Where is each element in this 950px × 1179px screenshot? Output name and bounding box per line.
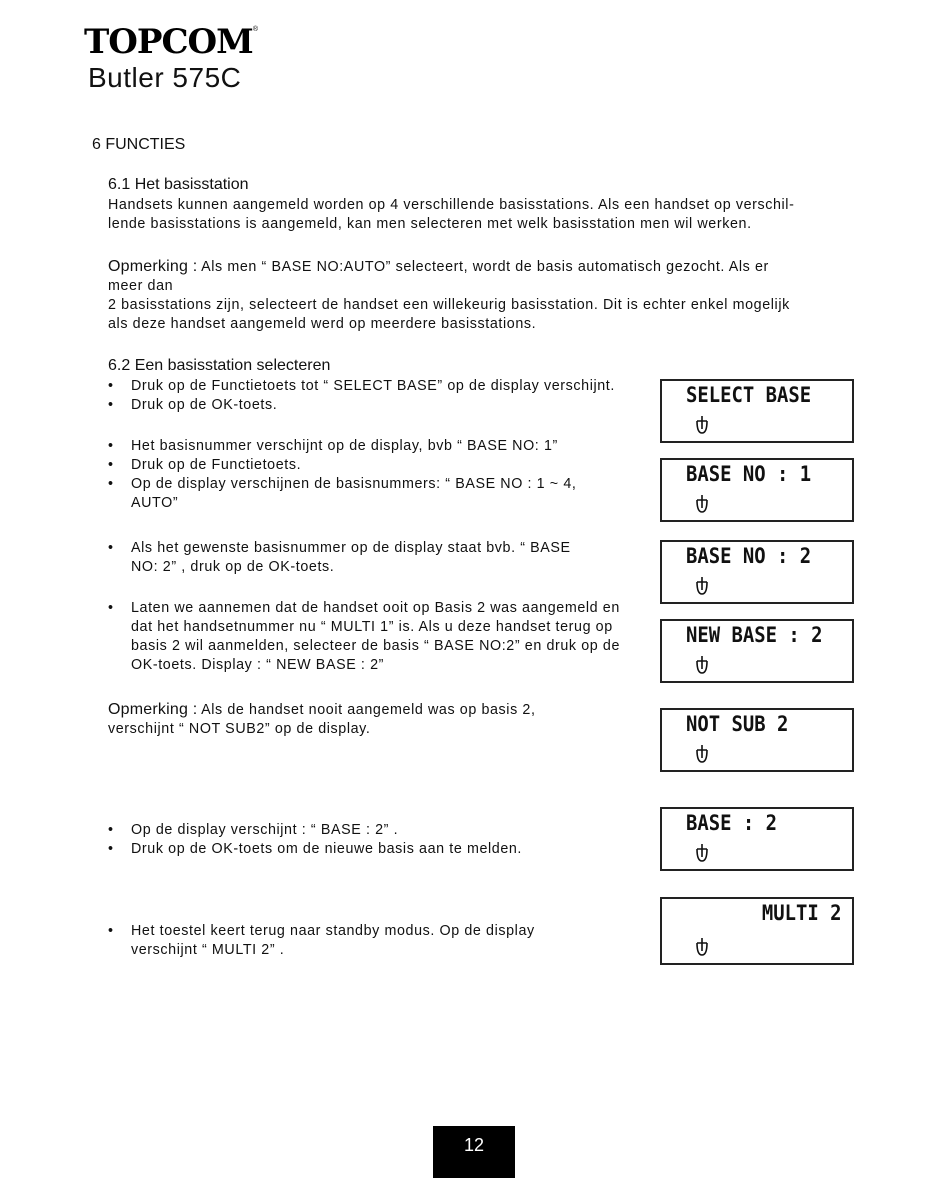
lcd-text: MULTI 2 bbox=[762, 901, 842, 925]
step-list-5 bbox=[108, 821, 648, 859]
antenna-icon bbox=[694, 576, 710, 596]
paragraph-6-1 bbox=[108, 196, 868, 234]
text-line: als deze handset aangemeld werd op meerdere basisstations. bbox=[108, 316, 537, 332]
step-list-3 bbox=[108, 539, 578, 577]
text-line: meer dan bbox=[108, 278, 174, 294]
lcd-display bbox=[660, 619, 854, 683]
antenna-icon bbox=[694, 655, 710, 675]
model-name: Butler 575C bbox=[88, 62, 242, 93]
lcd-display bbox=[660, 807, 854, 871]
list-item: • Op de display verschijnen de basisnummers: “ BASE NO : 1 ~ 4, AUTO” bbox=[108, 475, 613, 513]
antenna-icon bbox=[694, 494, 710, 514]
lcd-text: BASE NO : 2 bbox=[686, 544, 812, 568]
list-item: • Als het gewenste basisnummer op de display staat bvb. “ BASE NO: 2” , druk op de OK-toets. bbox=[108, 539, 578, 577]
lcd-display bbox=[660, 540, 854, 604]
list-item: • Het toestel keert terug naar standby modus. Op de display verschijnt “ MULTI 2” . bbox=[108, 922, 588, 960]
lcd-text: SELECT BASE bbox=[686, 383, 812, 407]
note-6-1 bbox=[108, 257, 868, 334]
text-line: verschijnt “ NOT SUB2” op de display. bbox=[108, 721, 371, 737]
page-number: 12 bbox=[433, 1126, 515, 1178]
heading-6-1: 6.1 Het basisstation bbox=[108, 176, 249, 193]
lcd-text: BASE NO : 1 bbox=[686, 462, 812, 486]
text-line: 2 basisstations zijn, selecteert de handset een willekeurig basisstation. Dit is echter enkel mogelijk bbox=[108, 297, 790, 313]
lcd-display bbox=[660, 379, 854, 443]
list-item: • Laten we aannemen dat de handset ooit op Basis 2 was aangemeld en dat het handsetnummer nu “ MULTI 1” is. Als u deze handset terug op basis 2 wil aanmelden, selecteer de basis “ BASE NO:2” en druk op de OK-toets. Display : “ NEW BASE : 2” bbox=[108, 599, 643, 675]
antenna-icon bbox=[694, 937, 710, 957]
note-6-2 bbox=[108, 700, 628, 739]
lcd-display bbox=[660, 458, 854, 522]
step-list-6 bbox=[108, 922, 588, 960]
lcd-text: NEW BASE : 2 bbox=[686, 623, 823, 647]
brand-logo: TOPCOM® bbox=[84, 22, 257, 62]
list-item: • Druk op de Functietoets. bbox=[108, 456, 613, 475]
lcd-display bbox=[660, 708, 854, 772]
antenna-icon bbox=[694, 415, 710, 435]
text-line: Handsets kunnen aangemeld worden op 4 verschillende basisstations. Als een handset op verschil- bbox=[108, 197, 795, 213]
lcd-text: NOT SUB 2 bbox=[686, 712, 789, 736]
antenna-icon bbox=[694, 843, 710, 863]
step-list-4 bbox=[108, 599, 643, 675]
list-item: • Op de display verschijnt : “ BASE : 2” . bbox=[108, 821, 648, 840]
list-item: • Druk op de OK-toets. bbox=[108, 396, 648, 415]
lcd-text: BASE : 2 bbox=[686, 811, 778, 835]
list-item: • Het basisnummer verschijnt op de display, bvb “ BASE NO: 1” bbox=[108, 437, 613, 456]
note-label: Opmerking : bbox=[108, 701, 198, 718]
note-text: Als men “ BASE NO:AUTO” selecteert, wordt de basis automatisch gezocht. Als er bbox=[197, 259, 769, 275]
step-list-1 bbox=[108, 377, 648, 415]
list-item: • Druk op de OK-toets om de nieuwe basis aan te melden. bbox=[108, 840, 648, 859]
lcd-display bbox=[660, 897, 854, 965]
heading-6-2: 6.2 Een basisstation selecteren bbox=[108, 357, 331, 374]
list-item: • Druk op de Functietoets tot “ SELECT BASE” op de display verschijnt. bbox=[108, 377, 648, 396]
antenna-icon bbox=[694, 744, 710, 764]
text-line: lende basisstations is aangemeld, kan men selecteren met welk basisstation men wil werken. bbox=[108, 216, 752, 232]
note-text: Als de handset nooit aangemeld was op basis 2, bbox=[197, 702, 536, 718]
note-label: Opmerking : bbox=[108, 258, 198, 275]
section-title: 6 FUNCTIES bbox=[92, 136, 186, 153]
step-list-2 bbox=[108, 437, 613, 513]
